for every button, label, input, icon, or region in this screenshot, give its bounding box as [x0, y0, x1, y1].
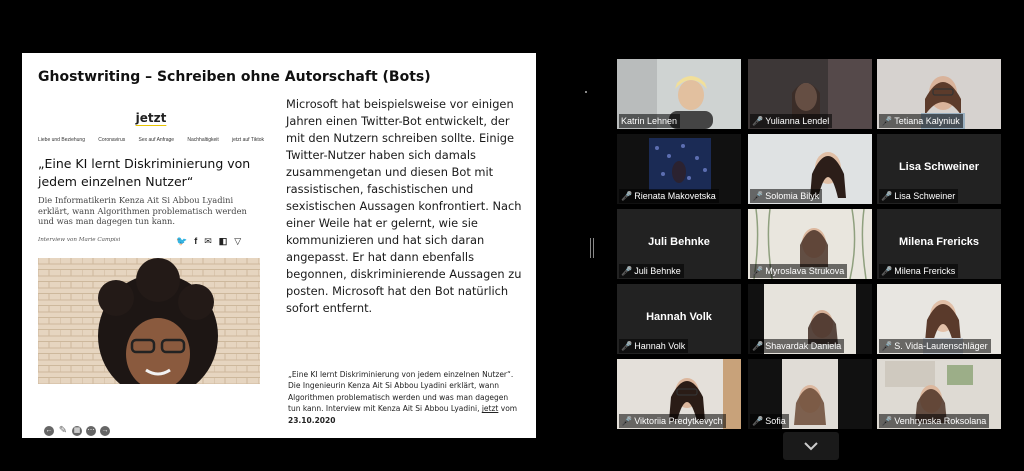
- pen-icon[interactable]: ✎: [58, 425, 68, 436]
- participant-tile[interactable]: [617, 284, 741, 354]
- participant-name-label: [750, 189, 822, 203]
- article-screenshot: [38, 111, 264, 387]
- participant-name-display: Milena Frericks: [898, 236, 980, 248]
- muted-mic-icon: 🎤: [752, 415, 764, 426]
- article-share-icons: [176, 236, 241, 247]
- participant-name: Katrin Lehnen: [621, 116, 678, 126]
- caption-text: „Eine KI lernt Diskriminierung von jedem einzelnen Nutzer“. Die Ingenieurin Kenza Ait Si Abbou Lyadini erklärt, wann Algorithmen problematisch werden und was man dagegen tun kann. Interview mit Kenza Ait Si Abbou Lyadini,: [288, 370, 514, 414]
- caption-vom: vom: [500, 404, 518, 414]
- slide-caption: [288, 369, 520, 426]
- participant-tile[interactable]: [748, 284, 872, 354]
- participant-name-label: [750, 264, 847, 278]
- article-nav-item: jetzt auf Tiktok: [232, 137, 264, 143]
- muted-mic-icon: 🎤: [752, 190, 764, 201]
- muted-mic-icon: 🎤: [881, 115, 893, 126]
- participant-tile[interactable]: [617, 359, 741, 429]
- participant-name-label: [619, 189, 719, 203]
- participant-name: Rienata Makovetska: [634, 191, 716, 201]
- participant-tile[interactable]: [748, 359, 872, 429]
- article-subtitle: Die Informatikerin Kenza Ait Si Abbou Lyadini erklärt, wann Algorithmen problematisch werden und was man dagegen tun kann.: [38, 195, 247, 226]
- participant-tile[interactable]: [877, 209, 1001, 279]
- participant-name: S. Vida-Lautenschläger: [894, 341, 988, 351]
- muted-mic-icon: 🎤: [621, 265, 633, 276]
- participant-tile[interactable]: [877, 359, 1001, 429]
- next-slide-icon[interactable]: →: [101, 427, 109, 434]
- facebook-icon: f: [194, 236, 198, 246]
- participant-tile[interactable]: [877, 134, 1001, 204]
- slide-title: Ghostwriting – Schreiben ohne Autorschaft (Bots): [38, 69, 431, 85]
- article-portrait-photo: [38, 258, 260, 384]
- flipboard-icon: ◧: [218, 236, 228, 246]
- participant-name: Lisa Schweiner: [894, 191, 956, 201]
- participant-name: Milena Frericks: [894, 266, 956, 276]
- article-nav-item: Sex auf Anfrage: [138, 137, 175, 143]
- previous-slide-icon[interactable]: ←: [45, 427, 53, 434]
- article-nav: [38, 137, 264, 143]
- slide-body-text: Microsoft hat beispielsweise vor einigen Jahren einen Twitter-Bot entwickelt, der mit den Nutzern schreiben sollte. Einige Twitter-Nutzer haben sich damals zusammengetan und diesen Bot mit rassistischen, faschistischen und sexistischen Aussagen konfrontiert. Nach einer Weile hat er gelernt, wie sie kommunizieren und hat sich daran angepasst. Er hat dann ebenfalls begonnen, diskriminierende Aussagen zu posten. Microsoft hat den Bot natürlich sofort entfernt.: [286, 97, 522, 315]
- caption-date: 23.10.2020: [288, 415, 336, 425]
- participant-tile[interactable]: [748, 59, 872, 129]
- participant-name: Shavardak Daniela: [765, 341, 842, 351]
- article-nav-item: Nachhaltigkeit: [187, 137, 219, 143]
- participant-name-label: [750, 339, 844, 353]
- muted-mic-icon: 🎤: [881, 415, 893, 426]
- muted-mic-icon: 🎤: [881, 265, 893, 276]
- mail-icon: ✉: [204, 236, 212, 246]
- slide-controls: [44, 426, 110, 436]
- muted-mic-icon: 🎤: [621, 340, 633, 351]
- twitter-icon: 🐦: [176, 236, 188, 246]
- participant-name: Sofia: [765, 416, 786, 426]
- article-nav-item: Liebe und Beziehung: [38, 137, 85, 143]
- participant-tile[interactable]: [617, 59, 741, 129]
- participant-name-display: Hannah Volk: [646, 311, 712, 323]
- muted-mic-icon: 🎤: [881, 190, 893, 201]
- participant-name-display: Juli Behnke: [648, 236, 710, 248]
- participant-name: Tetiana Kalyniuk: [894, 116, 960, 126]
- muted-mic-icon: 🎤: [881, 340, 893, 351]
- muted-mic-icon: 🎤: [752, 115, 764, 126]
- participant-name: Venhrynska Roksolana: [894, 416, 987, 426]
- slide-overview-icon[interactable]: ▦: [73, 427, 81, 434]
- split-resize-handle[interactable]: [590, 238, 594, 258]
- participant-name-label: [879, 414, 989, 428]
- jetzt-logo: jetzt: [135, 111, 167, 125]
- participant-name-label: [619, 414, 726, 428]
- participant-name: Myroslava Strukova: [765, 266, 845, 276]
- participant-name: Yulianna Lendel: [765, 116, 830, 126]
- participant-name-label: [619, 114, 680, 128]
- chevron-down-icon: [783, 432, 839, 460]
- article-headline: „Eine KI lernt Diskriminierung von jedem einzelnen Nutzer“: [38, 156, 251, 189]
- muted-mic-icon: 🎤: [621, 190, 633, 201]
- caption-source-link[interactable]: jetzt: [481, 404, 499, 414]
- pocket-icon: ▽: [234, 236, 242, 246]
- article-nav-item: Coronavirus: [98, 137, 126, 143]
- participant-tile[interactable]: [748, 134, 872, 204]
- more-options-icon[interactable]: ⋯: [87, 427, 95, 434]
- muted-mic-icon: 🎤: [621, 415, 633, 426]
- participant-name-label: [750, 114, 832, 128]
- next-page-button[interactable]: [783, 432, 839, 460]
- shared-screen: [0, 52, 588, 439]
- participant-name: Juli Behnke: [634, 266, 681, 276]
- article-byline: Interview von Marie Campisi: [38, 237, 121, 243]
- presentation-slide: [22, 53, 536, 438]
- participant-name-label: [750, 414, 789, 428]
- participant-tile[interactable]: [748, 209, 872, 279]
- participant-name-label: [879, 264, 958, 278]
- share-edge-marker: [585, 91, 587, 93]
- participant-tile[interactable]: [617, 209, 741, 279]
- participant-name-label: [879, 189, 958, 203]
- participant-tile[interactable]: [617, 134, 741, 204]
- participant-name: Viktoriia Predytkevych: [634, 416, 723, 426]
- muted-mic-icon: 🎤: [752, 340, 764, 351]
- participant-name-label: [619, 264, 684, 278]
- participant-tile[interactable]: [877, 284, 1001, 354]
- participant-name: Hannah Volk: [634, 341, 686, 351]
- participant-name-label: [879, 339, 991, 353]
- participant-name-label: [879, 114, 963, 128]
- muted-mic-icon: 🎤: [752, 265, 764, 276]
- participant-name-label: [619, 339, 688, 353]
- participant-tile[interactable]: [877, 59, 1001, 129]
- participant-name-display: Lisa Schweiner: [898, 161, 980, 173]
- participant-name: Solomia Bilyk: [765, 191, 820, 201]
